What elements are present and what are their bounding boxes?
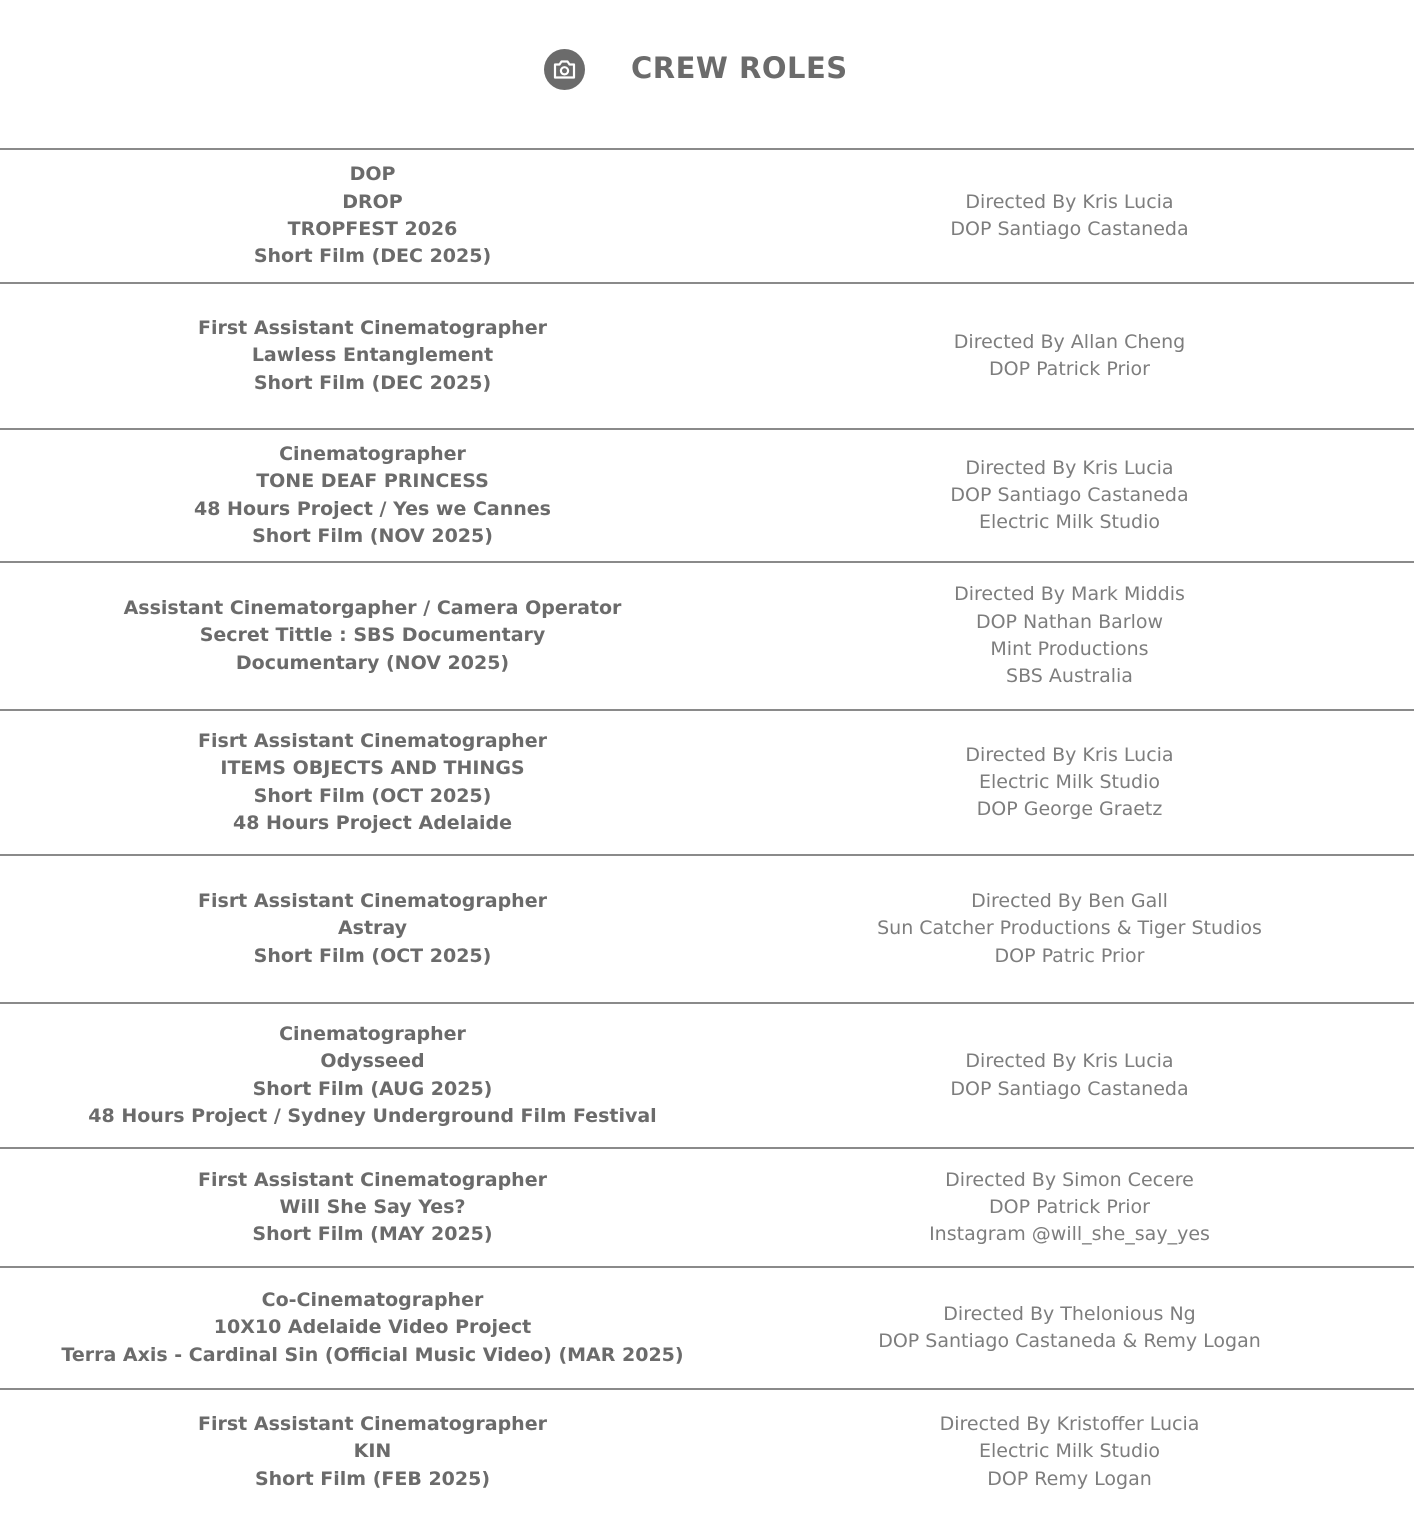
credit-team-line: DOP Santiago Castaneda bbox=[950, 483, 1189, 506]
credit-team-details bbox=[725, 563, 1414, 709]
credit-team-line: DOP Patric Prior bbox=[994, 944, 1145, 967]
credit-role-details bbox=[0, 150, 745, 282]
credit-role-line: Documentary (NOV 2025) bbox=[235, 651, 510, 674]
credit-team-line: Directed By Mark Middis bbox=[954, 583, 1185, 606]
credit-role-line: 48 Hours Project / Sydney Underground Film Festival bbox=[88, 1104, 657, 1127]
credit-row bbox=[0, 1147, 1414, 1266]
credit-team-details bbox=[725, 430, 1414, 561]
credit-team-details bbox=[725, 1004, 1414, 1147]
credit-role-line: Cinematographer bbox=[279, 1022, 466, 1045]
credit-role-line: Short Film (AUG 2025) bbox=[252, 1077, 493, 1100]
credit-team-line: DOP Santiago Castaneda bbox=[950, 218, 1189, 240]
credit-role-line: First Assistant Cinematographer bbox=[198, 1168, 547, 1191]
credit-role-line: Odysseed bbox=[320, 1050, 425, 1073]
credit-row bbox=[0, 1002, 1414, 1147]
credit-role-line: Secret Tittle : SBS Documentary bbox=[199, 624, 546, 647]
credit-team-line: Directed By Kristoffer Lucia bbox=[939, 1413, 1200, 1436]
credit-role-details bbox=[0, 711, 745, 854]
credit-role-line: Short Film (FEB 2025) bbox=[254, 1467, 491, 1490]
credit-team-details bbox=[725, 711, 1414, 854]
credit-team-line: DOP George Graetz bbox=[976, 798, 1163, 821]
credit-row bbox=[0, 1266, 1414, 1388]
credits-list bbox=[0, 148, 1414, 1514]
credit-team-line: Directed By Kris Lucia bbox=[965, 190, 1174, 213]
credit-role-line: Short Film (MAY 2025) bbox=[252, 1223, 493, 1246]
credit-role-line: Cinematographer bbox=[279, 442, 466, 465]
credit-team-details bbox=[725, 284, 1414, 428]
credit-role-details bbox=[0, 284, 745, 428]
credit-role-line: TONE DEAF PRINCESS bbox=[256, 470, 489, 493]
credit-role-details bbox=[0, 430, 745, 561]
credit-role-line: DROP bbox=[342, 190, 403, 213]
credit-role-details bbox=[0, 1390, 745, 1514]
credit-role-details bbox=[0, 856, 745, 1002]
credit-team-line: Electric Milk Studio bbox=[979, 770, 1160, 793]
credit-row bbox=[0, 854, 1414, 1002]
credit-team-line: Directed By Kris Lucia bbox=[965, 743, 1174, 766]
credit-role-line: Short Film (OCT 2025) bbox=[253, 784, 492, 807]
credit-row bbox=[0, 709, 1414, 854]
credit-role-line: First Assistant Cinematographer bbox=[198, 1413, 547, 1436]
credit-team-details bbox=[725, 150, 1414, 282]
page-title: CREW ROLES bbox=[631, 51, 848, 85]
credit-team-line: Electric Milk Studio bbox=[979, 511, 1160, 534]
credit-row bbox=[0, 1388, 1414, 1514]
credit-team-details bbox=[725, 1390, 1414, 1514]
credit-role-line: 48 Hours Project / Yes we Cannes bbox=[194, 497, 551, 520]
credit-team-line: Mint Productions bbox=[990, 638, 1149, 660]
credit-role-details bbox=[0, 1149, 745, 1266]
credit-team-details bbox=[725, 856, 1414, 1002]
credit-role-details bbox=[0, 563, 745, 709]
credit-role-line: Terra Axis - Cardinal Sin (Official Music Video) (MAR 2025) bbox=[61, 1343, 684, 1366]
credit-team-details bbox=[725, 1268, 1414, 1388]
credit-role-line: Lawless Entanglement bbox=[251, 344, 494, 367]
credit-role-line: Fisrt Assistant Cinematographer bbox=[198, 729, 547, 752]
credit-team-line: DOP Patrick Prior bbox=[988, 1195, 1150, 1218]
credit-role-line: Co-Cinematographer bbox=[261, 1289, 484, 1312]
credit-role-line: Fisrt Assistant Cinematographer bbox=[198, 890, 547, 913]
credit-team-line: Sun Catcher Productions & Tiger Studios bbox=[877, 917, 1262, 940]
credit-team-line: DOP Nathan Barlow bbox=[975, 610, 1164, 633]
credit-team-line: Directed By Thelonious Ng bbox=[943, 1302, 1196, 1325]
credit-row bbox=[0, 282, 1414, 428]
credit-role-line: Astray bbox=[337, 917, 408, 940]
credit-role-line: ITEMS OBJECTS AND THINGS bbox=[220, 757, 525, 780]
credit-team-line: Directed By Kris Lucia bbox=[965, 1050, 1174, 1073]
credit-role-line: Short Film (NOV 2025) bbox=[252, 524, 493, 547]
page-header bbox=[0, 0, 1414, 140]
credit-row bbox=[0, 148, 1414, 282]
credit-team-line: SBS Australia bbox=[1006, 665, 1133, 688]
credit-role-details bbox=[0, 1004, 745, 1147]
credit-team-details bbox=[725, 1149, 1414, 1266]
credit-team-line: Instagram @will_she_say_yes bbox=[929, 1223, 1210, 1246]
credit-team-line: Directed By Allan Cheng bbox=[953, 330, 1186, 353]
credit-role-line: KIN bbox=[353, 1440, 392, 1463]
credit-role-line: 10X10 Adelaide Video Project bbox=[213, 1316, 532, 1339]
credit-team-line: Directed By Simon Cecere bbox=[945, 1168, 1194, 1191]
credit-role-line: TROPFEST 2026 bbox=[287, 218, 458, 240]
credit-role-line: Short Film (DEC 2025) bbox=[253, 371, 492, 394]
credit-team-line: DOP Patrick Prior bbox=[988, 358, 1150, 380]
credit-team-line: Directed By Ben Gall bbox=[971, 890, 1168, 913]
credit-row bbox=[0, 428, 1414, 561]
credit-role-line: Will She Say Yes? bbox=[279, 1195, 466, 1218]
credit-role-line: Assistant Cinematorgapher / Camera Operator bbox=[123, 597, 622, 620]
credit-row bbox=[0, 561, 1414, 709]
credit-team-line: DOP Remy Logan bbox=[987, 1467, 1152, 1490]
credit-role-line: DOP bbox=[349, 163, 396, 186]
credit-role-line: First Assistant Cinematographer bbox=[198, 317, 547, 340]
credit-role-line: Short Film (DEC 2025) bbox=[253, 245, 492, 268]
credit-team-line: Electric Milk Studio bbox=[979, 1440, 1160, 1463]
credit-role-details bbox=[0, 1268, 745, 1388]
credit-role-line: Short Film (OCT 2025) bbox=[253, 944, 492, 967]
camera-icon bbox=[544, 49, 585, 90]
credit-role-line: 48 Hours Project Adelaide bbox=[232, 811, 513, 834]
credit-team-line: DOP Santiago Castaneda & Remy Logan bbox=[878, 1330, 1261, 1352]
credit-team-line: Directed By Kris Lucia bbox=[965, 456, 1174, 479]
credit-team-line: DOP Santiago Castaneda bbox=[950, 1077, 1189, 1100]
